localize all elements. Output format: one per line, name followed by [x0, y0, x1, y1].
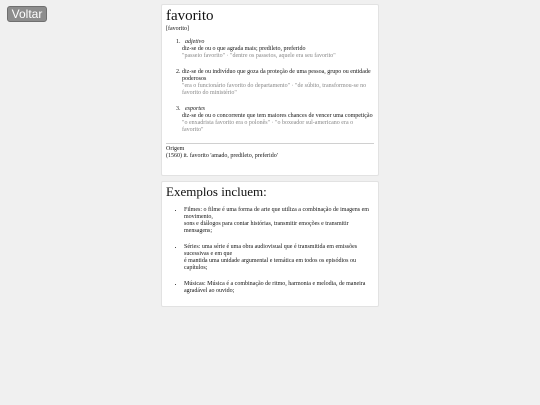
definition-card: [161, 4, 379, 176]
sense-definition: 2. diz-se de ou indivíduo que goza da proteção de uma pessoa, grupo ou entidade poderosos: [182, 69, 371, 82]
divider: [166, 143, 374, 144]
sense-example: "era o funcionário favorito do departamento" · "de súbito, transformou-se no favorito do ministério": [182, 83, 367, 96]
sense-item: [182, 39, 374, 60]
origin-title: Origem: [166, 146, 185, 152]
sense-definition: diz-se de ou o concorrente que tem maiores chances de vencer uma competição: [182, 113, 373, 119]
sense-example: "passeio favorito" · "dentre os passeios, aquele era seu favorito": [182, 53, 336, 59]
origin-text: (1560) it. favorito 'amado, predileto, preferido': [166, 153, 278, 159]
example-item: [184, 281, 374, 295]
part-of-speech: 3. esportes: [185, 106, 205, 112]
sense-example: "o enxadrista favorito era o polonês" · "o boxeador sul-americano era o favorito": [182, 120, 354, 133]
example-item: [184, 244, 374, 272]
examples-list: [166, 207, 374, 295]
sense-list: [166, 39, 374, 134]
back-button[interactable]: Voltar: [7, 6, 47, 22]
example-line: sons e diálogos para contar histórias, transmitir emoções e transmitir mensagens;: [184, 221, 349, 234]
sense-item: [182, 69, 374, 97]
syllable-division: [favorito]: [166, 26, 189, 32]
headword: favorito: [166, 8, 214, 24]
example-item: [184, 207, 374, 235]
part-of-speech: 1. adjetivo: [185, 39, 205, 45]
examples-title: Exemplos incluem:: [166, 184, 267, 199]
example-line: Séries: uma série é uma obra audiovisual que é transmitida em emissões sucessivas e em que: [184, 244, 358, 257]
example-line: Músicas: Música é a combinação de ritmo, harmonia e melodia, de maneira agradável ao ouvido;: [184, 281, 366, 294]
examples-card: [161, 181, 379, 307]
example-line: é mantida uma unidade argumental e temática em todos os episódios ou capítulos;: [184, 258, 357, 271]
example-line: Filmes: o filme é uma forma de arte que utiliza a combinação de imagens em movimento,: [184, 207, 369, 220]
sense-definition: diz-se de ou o que agrada mais; predileto, preferido: [182, 46, 306, 52]
sense-item: [182, 106, 374, 134]
